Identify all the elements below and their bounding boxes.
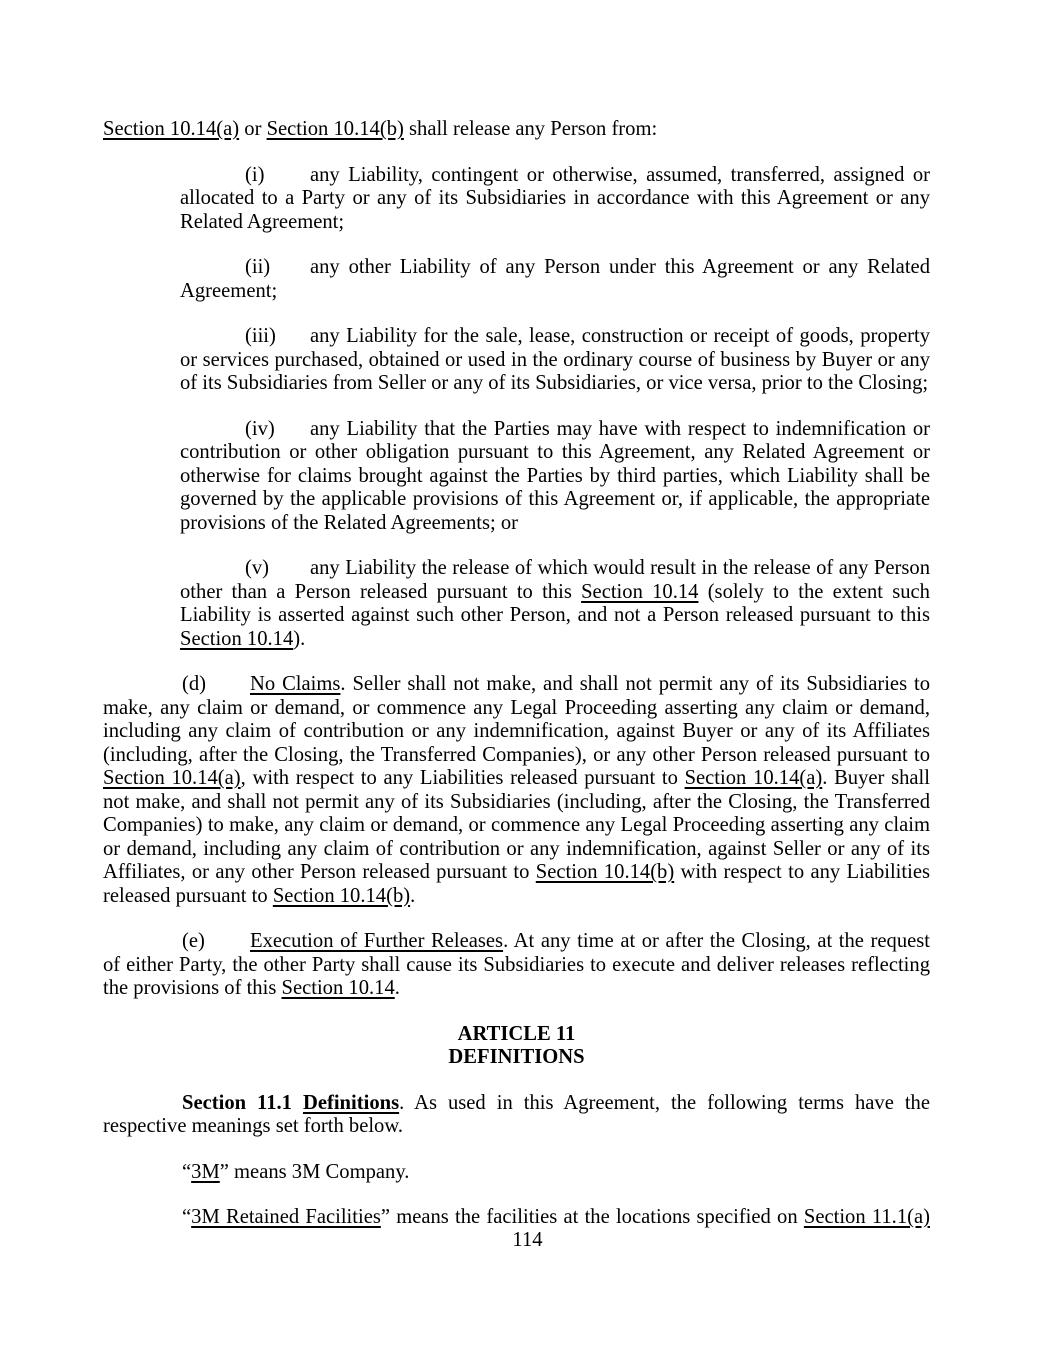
underlined-reference: Section 10.14 xyxy=(581,580,699,603)
heading-line: ARTICLE 11 xyxy=(457,1022,576,1045)
clause-marker: (iv) xyxy=(245,417,275,440)
text-segment: . As used in this Agreement, the following terms have the respective meanings set forth below. xyxy=(103,1091,930,1137)
underlined-reference: Section 10.14(a) xyxy=(103,767,241,789)
text-segment: any other Liability of any Person under this Agreement or any Related Agreement; xyxy=(180,256,930,302)
text-segment: . xyxy=(410,884,416,907)
text-segment: any Liability that the Parties may have with respect to indemnification or contribution or other obligation pursuant to this Agreement, any Related Agreement or otherwise for claims brought against the Parties by third parties, which Liability shall be governed by the applicable provisions of this Agreement or, if applicable, the appropriate provisions of the Related Agreements; or xyxy=(180,417,930,534)
underlined-reference: No Claims xyxy=(250,673,341,695)
text-segment: , with respect to any Liabilities released pursuant to xyxy=(240,767,685,789)
text-segment: . At any time at or after the Closing, at the request of either Party, the other Party shall cause its Subsidiaries to execute and deliver releases reflecting the provisions of this xyxy=(103,930,930,999)
clause-v xyxy=(180,557,930,651)
underlined-reference: Definitions xyxy=(302,1091,400,1114)
clause-iv xyxy=(180,418,930,536)
text-segment: any Liability the release of which would result in the release of any Person other than a Person released pursuant to this xyxy=(180,557,930,603)
text-segment: or xyxy=(239,118,267,140)
text-segment: ” means 3M Company. xyxy=(219,1160,410,1183)
clause-marker: (i) xyxy=(245,163,265,186)
underlined-reference: Section 11.1(a) xyxy=(803,1206,930,1228)
text-segment: with respect to any Liabilities released pursuant to xyxy=(103,861,930,907)
article-11-heading xyxy=(103,1023,930,1070)
page-footer xyxy=(0,1229,1055,1253)
text-segment: . Buyer shall not make, and shall not permit any of its Subsidiaries (including, after the Closing, the Transferred Companies) to make, any claim or demand, or commence any Legal Proceeding asserting any claim or demand, including any claim of contribution or any indemnification, against Seller or any of its Affiliates, or any other Person released pursuant to xyxy=(103,767,930,883)
text-segment: shall release any Person from: xyxy=(403,118,658,140)
definition-3m xyxy=(103,1161,930,1185)
document-body xyxy=(103,118,930,1230)
underlined-reference: Section 10.14(b) xyxy=(272,884,411,907)
underlined-reference: Execution of Further Releases xyxy=(250,930,504,952)
text-segment: Section 11.1 xyxy=(182,1091,292,1114)
clause-marker: (iii) xyxy=(245,325,276,347)
text-segment: . xyxy=(394,977,400,999)
underlined-reference: Section 10.14(a) xyxy=(103,118,240,140)
underlined-reference: Section 10.14(b) xyxy=(535,861,675,883)
clause-marker: (e) xyxy=(182,930,205,952)
definition-3m-retained-facilities xyxy=(103,1206,930,1230)
underlined-reference: Section 10.14(a) xyxy=(684,767,823,789)
underlined-reference: 3M xyxy=(191,1160,220,1183)
clause-i xyxy=(180,164,930,235)
clause-e-execution-of-further-releases xyxy=(103,930,930,1001)
clause-marker: (d) xyxy=(182,673,207,695)
clause-iii xyxy=(180,325,930,396)
text-segment: “ xyxy=(182,1206,192,1228)
page-number: 114 xyxy=(512,1229,543,1251)
text-segment: any Liability for the sale, lease, construction or receipt of goods, property or services purchased, obtained or used in the ordinary course of business by Buyer or any of its Subsidiaries from Seller or any of its Subsidiaries, or vice versa, prior to the Closing; xyxy=(180,325,930,394)
text-segment: . Seller shall not make, and shall not permit any of its Subsidiaries to make, any claim or demand, or commence any Legal Proceeding asserting any claim or demand, including any claim of contribution or any indemnification, against Buyer or any of its Affiliates (including, after the Closing, the Transferred Companies), or any other Person released pursuant to xyxy=(103,673,930,766)
underlined-reference: Section 10.14 xyxy=(180,627,294,650)
text-segment: ). xyxy=(293,627,306,650)
text-segment: (solely to the extent such Liability is asserted against such other Person, and not a Person released pursuant to this xyxy=(180,580,930,626)
underlined-reference: Section 10.14(b) xyxy=(266,118,404,140)
heading-line: DEFINITIONS xyxy=(448,1046,585,1068)
clause-marker: (v) xyxy=(245,557,270,579)
clause-d-no-claims xyxy=(103,673,930,908)
text-segment: any Liability, contingent or otherwise, assumed, transferred, assigned or allocated to a Party or any of its Subsidiaries in accordance with this Agreement or any Related Agreement; xyxy=(180,163,930,233)
section-11-1-definitions xyxy=(103,1092,930,1139)
underlined-reference: Section 10.14 xyxy=(281,977,395,999)
intro-continuation-paragraph xyxy=(103,118,930,142)
clause-marker: (ii) xyxy=(245,256,271,278)
underlined-reference: 3M Retained Facilities xyxy=(191,1206,381,1228)
clause-ii xyxy=(180,256,930,303)
text-segment: “ xyxy=(182,1160,192,1183)
text-segment: ” means the facilities at the locations specified on xyxy=(380,1206,804,1228)
